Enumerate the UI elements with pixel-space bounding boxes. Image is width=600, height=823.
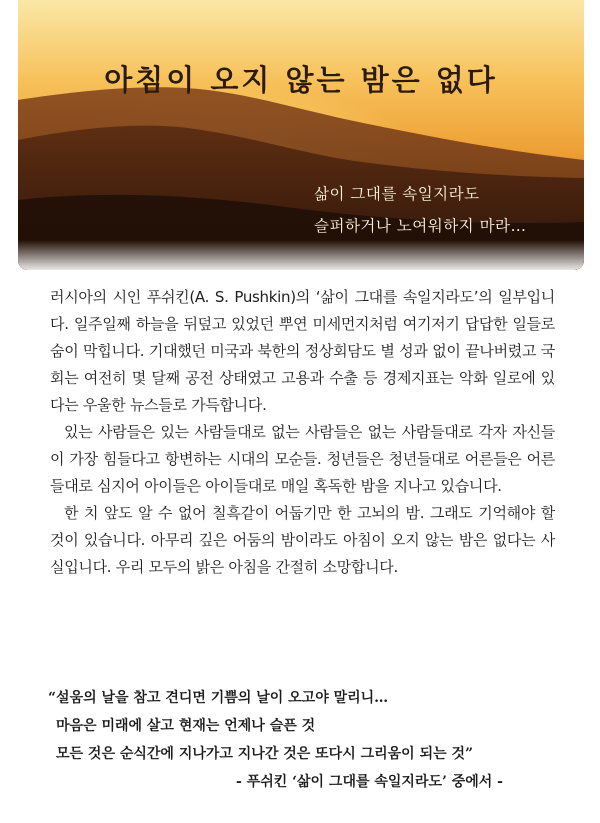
quote-line-1: “설움의 날을 참고 견디면 기쁨의 날이 오고야 말리니… (48, 690, 389, 706)
quote-line-3: 모든 것은 순식간에 지나가고 지나간 것은 또다시 그리움이 되는 것” (56, 746, 474, 762)
banner-subtitle-line-1: 삶이 그대를 속일지라도 (314, 185, 480, 203)
body-text (50, 284, 555, 581)
banner-subtitle (314, 178, 579, 242)
paragraph-1: 러시아의 시인 푸쉬킨(A. S. Pushkin)의 ‘삶이 그대를 속일지라도’의 일부입니다. 일주일째 하늘을 뒤덮고 있었던 뿌연 미세먼지처럼 여기저기 답답한 일들로 숨이 막힙니다. 기대했던 미국과 북한의 정상회담도 별 성과 없이 끝나버렸고 국회는 여전히 몇 달째 공전 상태였고 고용과 수출 등 경제지표는 악화 일로에 있다는 우울한 뉴스들로 가득합니다. (50, 288, 555, 414)
banner-subtitle-line-2: 슬퍼하거나 노여워하지 마라… (314, 217, 527, 235)
paragraph-3: 한 치 앞도 알 수 없어 칠흑같이 어둡기만 한 고뇌의 밤. 그래도 기억해야 할 것이 있습니다. 아무리 깊은 어둠의 밤이라도 아침이 오지 않는 밤은 없다는 사실입니다. 우리 모두의 밝은 아침을 간절히 소망합니다. (50, 504, 555, 576)
poem-quote (48, 684, 568, 790)
quote-line-2: 마음은 미래에 살고 현재는 언제나 슬픈 것 (56, 718, 316, 734)
quote-source: - 푸쉬킨 ‘삶이 그대를 속일지라도’ 중에서 - (236, 774, 503, 790)
paragraph-2: 있는 사람들은 있는 사람들대로 없는 사람들은 없는 사람들대로 각자 자신들이 가장 힘들다고 항변하는 시대의 모순들. 청년들은 청년들대로 어른들은 어른들대로 심지어 아이들은 아이들대로 매일 혹독한 밤을 지나고 있습니다. (50, 423, 555, 495)
banner-title: 아침이 오지 않는 밤은 없다 (104, 63, 498, 97)
sunset-banner (18, 0, 584, 270)
